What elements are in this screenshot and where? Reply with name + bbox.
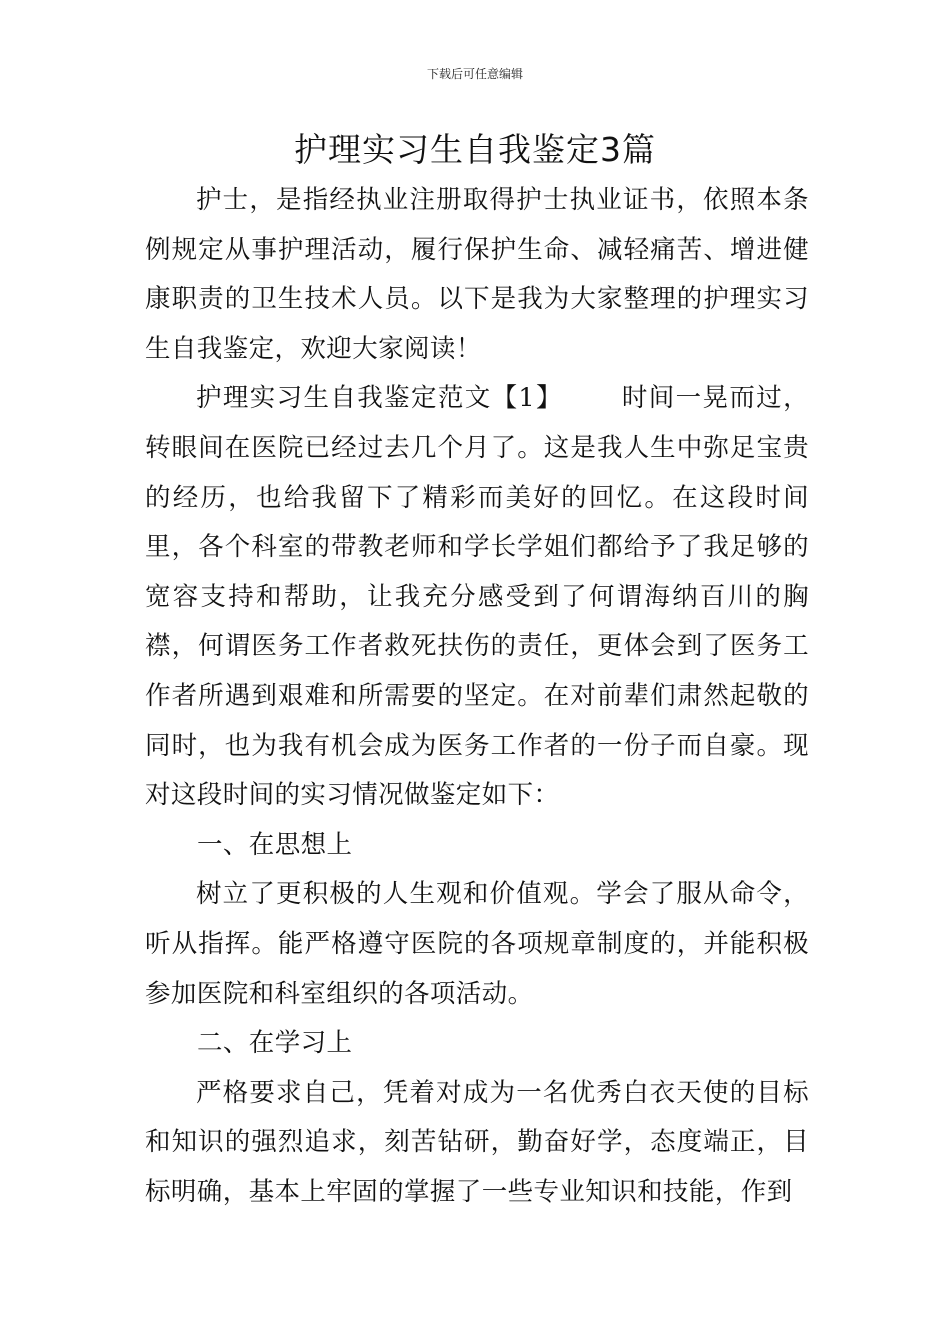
document-body [145, 176, 809, 1217]
section-paragraph-study: 严格要求自己，凭着对成为一名优秀白衣天使的目标和知识的强烈追求，刻苦钻研，勤奋好学，态度端正，目标明确，基本上牢固的掌握了一些专业知识和技能，作到 [145, 1077, 809, 1207]
section-heading-thought: 一、在思想上 [197, 829, 353, 860]
header-note: 下载后可任意编辑 [426, 67, 523, 81]
sample-1-paragraph [145, 374, 809, 820]
section-paragraph-thought: 树立了更积极的人生观和价值观。学会了服从命令，听从指挥。能严格遵守医院的各项规章制度的，并能积极参加医院和科室组织的各项活动。 [145, 879, 809, 1009]
sample-1-text: 时间一晃而过，转眼间在医院已经过去几个月了。这是我人生中弥足宝贵的经历，也给我留下了精彩而美好的回忆。在这段时间里，各个科室的带教老师和学长学姐们都给予了我足够的宽容支持和帮助，让我充分感受到了何谓海纳百川的胸襟，何谓医务工作者救死扶伤的责任，更体会到了医务工作者所遇到艰难和所需要的坚定。在对前辈们肃然起敬的同时，也为我有机会成为医务工作者的一份子而自豪。现对这段时间的实习情况做鉴定如下： [145, 383, 809, 811]
intro-paragraph: 护士，是指经执业注册取得护士执业证书，依照本条例规定从事护理活动，履行保护生命、减轻痛苦、增进健康职责的卫生技术人员。以下是我为大家整理的护理实习生自我鉴定，欢迎大家阅读！ [145, 185, 809, 364]
sample-1-label: 护理实习生自我鉴定范文【1】 [196, 383, 563, 414]
document-title: 护理实习生自我鉴定3篇 [294, 130, 656, 169]
section-heading-study: 二、在学习上 [197, 1028, 353, 1059]
